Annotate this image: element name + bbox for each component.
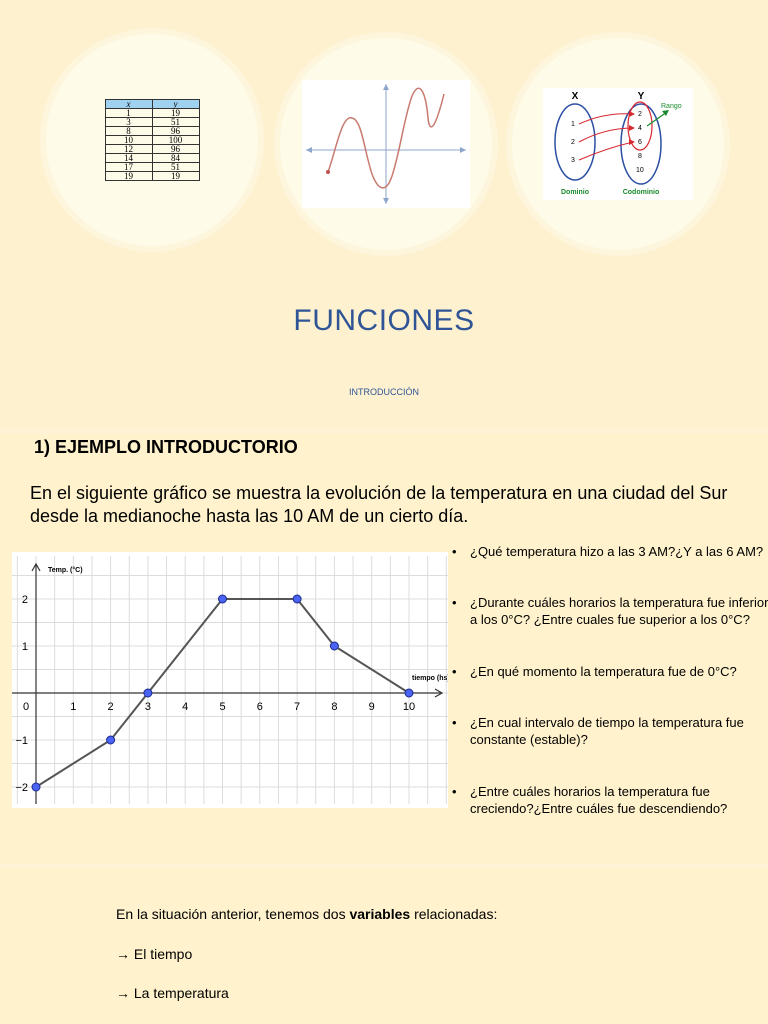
table-cell-y: 51 [152, 163, 199, 172]
bullet: • [452, 784, 457, 799]
y-tick-label: 2 [21, 594, 28, 606]
x-tick-label: 3 [144, 701, 151, 713]
table-cell-x: 3 [105, 118, 152, 127]
question-item [452, 543, 768, 560]
variables-intro-before: En la situación anterior, tenemos dos [116, 906, 350, 922]
codomain-value-8: 8 [638, 153, 642, 160]
bullet: • [452, 715, 457, 730]
table-row [105, 163, 199, 172]
x-tick-label: 10 [402, 701, 416, 713]
bullet: • [452, 595, 457, 610]
mapping-arrow-3 [579, 142, 633, 160]
variables-bold: variables [349, 906, 411, 922]
table-cell-y: 19 [152, 172, 199, 181]
x-axis-label: tiempo (hs) [412, 675, 448, 682]
table-row [105, 109, 199, 118]
table-cell-x: 10 [105, 136, 152, 145]
data-point [144, 689, 152, 697]
codomain-value-6: 6 [638, 139, 642, 146]
question-item [452, 714, 768, 748]
variables-intro-after: relacionadas: [410, 906, 498, 922]
data-point [219, 595, 227, 603]
mapping-arrow-2 [579, 128, 633, 142]
mapping-y-label: Y [637, 91, 645, 102]
table-cell-x: 19 [105, 172, 152, 181]
table-cell-x: 8 [105, 127, 152, 136]
table-cell-x: 14 [105, 154, 152, 163]
table-row [105, 154, 199, 163]
x-tick-label: 2 [107, 701, 114, 713]
mapping-circle [512, 38, 724, 250]
mapping-x-label: X [571, 91, 579, 102]
y-axis-label: Temp. (°C) [48, 567, 83, 574]
table-header-x: x [105, 100, 152, 109]
data-point [405, 689, 413, 697]
bullet: • [452, 544, 457, 559]
data-point [107, 736, 115, 744]
data-point [330, 642, 338, 650]
table-cell-y: 96 [152, 145, 199, 154]
title-slide [0, 0, 768, 428]
table-row [105, 127, 199, 136]
table-cell-x: 12 [105, 145, 152, 154]
mapping-diagram [543, 88, 693, 200]
function-curve-graph [302, 80, 470, 208]
y-tick-label: 1 [21, 641, 28, 653]
data-point [32, 783, 40, 791]
example-heading: 1) EJEMPLO INTRODUCTORIO [34, 437, 298, 457]
table-row [105, 145, 199, 154]
question-item [452, 783, 768, 817]
y-tick-label: −2 [15, 782, 28, 794]
x-tick-label: 0 [22, 701, 30, 713]
x-tick-label: 7 [294, 701, 301, 713]
arrow-icon: → [116, 985, 130, 1001]
arrow-icon: → [116, 946, 130, 962]
variables-intro [116, 906, 497, 922]
y-tick-label: −1 [15, 735, 28, 747]
x-tick-label: 8 [331, 701, 338, 713]
graph-circle [280, 38, 492, 250]
x-tick-label: 4 [182, 701, 189, 713]
table-row [105, 172, 199, 181]
table-cell-y: 19 [152, 109, 199, 118]
table-header-row [105, 100, 199, 109]
x-tick-label: 6 [256, 701, 263, 713]
codomain-value-4: 4 [638, 125, 642, 132]
table-cell-x: 17 [105, 163, 152, 172]
temperature-chart-svg [12, 552, 448, 808]
question-text: ¿En cual intervalo de tiempo la temperatura fue constante (estable)? [470, 715, 744, 747]
data-point [293, 595, 301, 603]
variable-label: El tiempo [133, 946, 193, 962]
x-tick-label: 1 [70, 701, 77, 713]
bullet: • [452, 664, 457, 679]
domain-value-1: 1 [571, 121, 575, 128]
table-header-y: y [152, 100, 199, 109]
table-circle [46, 34, 258, 246]
variable-label: La temperatura [133, 985, 229, 1001]
question-item [452, 594, 768, 628]
codominio-label: Codominio [622, 189, 660, 196]
page-title: FUNCIONES [293, 304, 475, 337]
example-intro-text: En el siguiente gráfico se muestra la evolución de la temperatura en una ciudad del Sur desde la medianoche hasta las 10 AM de un cierto día. [30, 483, 728, 526]
question-text: ¿Durante cuáles horarios la temperatura fue inferior a los 0°C? ¿Entre cuales fue superior a los 0°C? [470, 595, 768, 627]
domain-ellipse [555, 104, 595, 180]
domain-value-3: 3 [571, 157, 575, 164]
question-text: ¿Entre cuáles horarios la temperatura fue creciendo?¿Entre cuáles fue descendiendo? [470, 784, 728, 816]
table-row [105, 118, 199, 127]
table-cell-y: 51 [152, 118, 199, 127]
table-cell-y: 96 [152, 127, 199, 136]
page-subtitle: INTRODUCCIÓN [349, 387, 419, 397]
table-cell-x: 1 [105, 109, 152, 118]
codomain-value-10: 10 [636, 167, 644, 174]
question-text: ¿En qué momento la temperatura fue de 0°C? [470, 664, 737, 679]
xy-table [105, 99, 200, 181]
variable-item-tiempo [116, 946, 192, 962]
x-tick-label: 5 [219, 701, 226, 713]
question-text: ¿Qué temperatura hizo a las 3 AM?¿Y a las 6 AM? [470, 544, 764, 559]
codomain-value-2: 2 [638, 111, 642, 118]
x-tick-label: 9 [368, 701, 375, 713]
table-cell-y: 100 [152, 136, 199, 145]
table-cell-y: 84 [152, 154, 199, 163]
temperature-chart [12, 552, 448, 808]
domain-value-2: 2 [571, 139, 575, 146]
variable-item-temperatura [116, 985, 229, 1001]
table-row [105, 136, 199, 145]
dominio-label: Dominio [561, 189, 589, 196]
rango-label: Rango [661, 103, 682, 110]
question-item [452, 663, 768, 680]
